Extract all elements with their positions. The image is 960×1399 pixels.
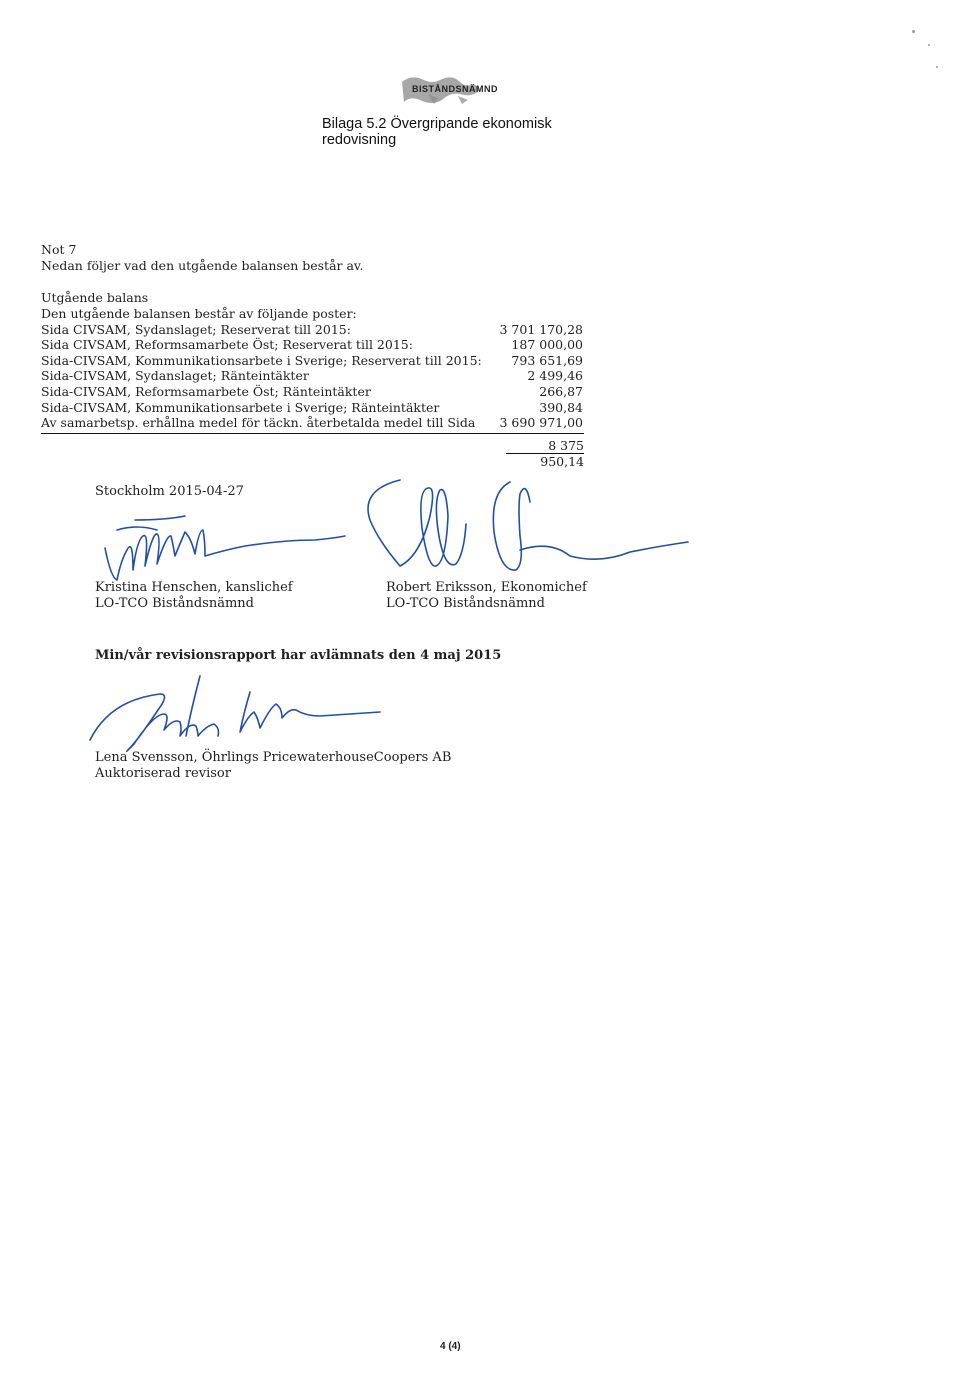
note-intro: Nedan följer vad den utgående balansen består av. [41, 257, 364, 273]
balance-total: 8 375 950,14 [540, 438, 584, 469]
table-row [41, 384, 583, 400]
scan-speck [928, 44, 930, 46]
row-label: Den utgående balansen består av följande poster: [41, 306, 357, 321]
signer-1 [95, 580, 293, 612]
table-row [41, 368, 583, 384]
signature-1 [95, 500, 365, 590]
row-amount: 187 000,00 [511, 337, 583, 353]
auditor-name: Lena Svensson, Öhrlings PricewaterhouseCoopers AB [95, 750, 452, 765]
row-label: Sida-CIVSAM, Kommunikationsarbete i Sverige; Ränteintäkter [41, 399, 440, 415]
attachment-title: Bilaga 5.2 Övergripande ekonomisk redovisning [322, 116, 552, 148]
logo-text: BISTÅNDSNÄMND [412, 84, 498, 94]
balance-table [41, 306, 583, 431]
note-number: Not 7 [41, 242, 77, 257]
row-amount: 2 499,46 [527, 368, 583, 384]
row-amount: 3 690 971,00 [499, 415, 583, 431]
table-row [41, 322, 583, 338]
signer-2 [386, 580, 587, 612]
row-amount: 3 701 170,28 [499, 321, 583, 337]
signer-2-name: Robert Eriksson, Ekonomichef [386, 580, 587, 595]
organization-logo [388, 72, 508, 108]
page-number: 4 (4) [440, 1341, 461, 1352]
table-row [41, 337, 583, 353]
table-row [41, 353, 583, 369]
signer-1-org: LO-TCO Biståndsnämnd [95, 596, 254, 611]
note-block [41, 242, 363, 273]
row-label: Sida CIVSAM, Sydanslaget; Reserverat till 2015: [41, 321, 351, 337]
signature-3 [80, 670, 390, 760]
total-underline [506, 453, 584, 454]
auditor-title: Auktoriserad revisor [95, 766, 231, 781]
auditor-block [95, 750, 451, 782]
row-amount: 793 651,69 [511, 352, 583, 368]
signature-2 [360, 470, 710, 580]
scan-speck [936, 66, 938, 68]
audit-report-statement: Min/vår revisionsrapport har avlämnats den 4 maj 2015 [95, 648, 502, 663]
signer-1-name: Kristina Henschen, kanslichef [95, 580, 293, 595]
scan-speck [912, 30, 915, 33]
row-amount: 266,87 [539, 383, 583, 399]
table-row [41, 306, 583, 322]
table-row [41, 415, 583, 431]
row-label: Sida-CIVSAM, Reformsamarbete Öst; Ränteintäkter [41, 383, 371, 399]
table-row [41, 400, 583, 416]
sum-divider [41, 433, 584, 434]
balance-title: Utgående balans [41, 290, 149, 305]
signer-2-org: LO-TCO Biståndsnämnd [386, 596, 545, 611]
row-label: Sida CIVSAM, Reformsamarbete Öst; Reserverat till 2015: [41, 337, 413, 353]
row-amount: 390,84 [539, 399, 583, 415]
row-label: Av samarbetsp. erhållna medel för täckn. återbetalda medel till Sida [41, 415, 476, 431]
row-label: Sida-CIVSAM, Sydanslaget; Ränteintäkter [41, 368, 309, 384]
place-date: Stockholm 2015-04-27 [95, 484, 244, 499]
row-label: Sida-CIVSAM, Kommunikationsarbete i Sverige; Reserverat till 2015: [41, 352, 482, 368]
